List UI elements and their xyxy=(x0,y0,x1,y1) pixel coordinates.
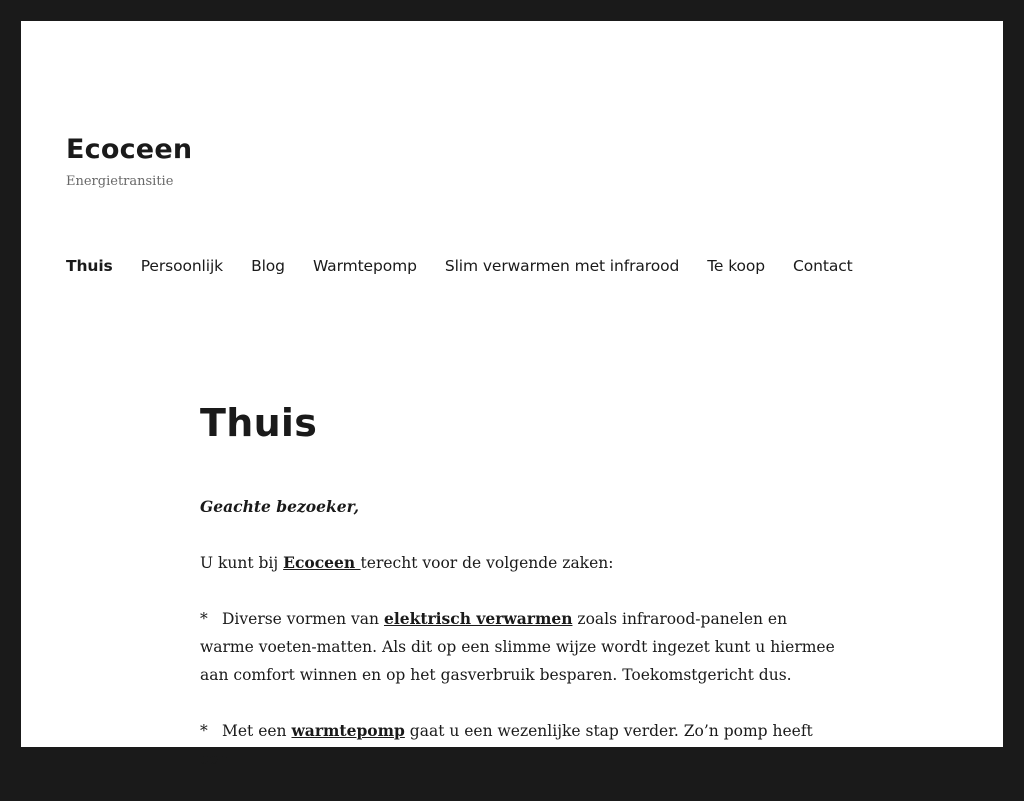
warmtepomp-link[interactable]: warmtepomp xyxy=(291,721,405,740)
bullet-paragraph-1 xyxy=(200,605,840,689)
nav-item-persoonlijk xyxy=(141,254,223,278)
nav-item-warmtepomp xyxy=(313,254,417,278)
entry-content xyxy=(200,493,840,773)
ecoceen-link[interactable]: Ecoceen xyxy=(283,553,361,572)
bullet1-text-after: zoals infrarood-panelen en warme voeten-matten. Als dit op een slimme wijze wordt ingezet kunt u hiermee aan comfort winnen en op het gasverbruik besparen. Toekomstgericht dus. xyxy=(200,610,835,684)
greeting-paragraph xyxy=(200,493,840,521)
nav-link-thuis[interactable]: Thuis xyxy=(66,257,113,275)
greeting-text: Geachte bezoeker, xyxy=(200,497,360,516)
nav-item-blog xyxy=(251,254,285,278)
nav-link-te-koop[interactable]: Te koop xyxy=(707,257,766,275)
elektrisch-verwarmen-link[interactable]: elektrisch verwarmen xyxy=(383,609,573,628)
nav-item-te-koop xyxy=(707,254,765,278)
site-description: Energietransitie xyxy=(66,174,174,189)
nav-link-warmtepomp[interactable]: Warmtepomp xyxy=(312,257,417,275)
nav-item-thuis xyxy=(66,254,113,278)
nav-link-blog[interactable]: Blog xyxy=(251,257,285,275)
intro-text-after: terecht voor de volgende zaken: xyxy=(360,554,614,572)
page xyxy=(21,21,1003,768)
intro-paragraph xyxy=(200,549,840,577)
bullet-paragraph-2 xyxy=(200,717,840,773)
bullet2-text-after: gaat u een wezenlijke stap verder. Zo’n pomp heeft een xyxy=(200,722,813,768)
bullet1-text-before: Diverse vormen van xyxy=(222,610,384,628)
bullet-marker: * xyxy=(200,610,208,628)
main-navigation xyxy=(66,254,853,278)
intro-text-before: U kunt bij xyxy=(200,554,284,572)
page-title: Thuis xyxy=(200,401,318,445)
main-content xyxy=(200,393,840,801)
nav-item-contact xyxy=(793,254,853,278)
nav-link-persoonlijk[interactable]: Persoonlijk xyxy=(140,257,224,275)
bullet-marker: * xyxy=(200,722,208,740)
site-title[interactable]: Ecoceen xyxy=(66,134,193,165)
bullet2-text-before: Met een xyxy=(222,722,292,740)
nav-item-infrarood xyxy=(445,254,679,278)
nav-link-infrarood[interactable]: Slim verwarmen met infrarood xyxy=(444,257,680,275)
nav-link-contact[interactable]: Contact xyxy=(793,257,853,275)
